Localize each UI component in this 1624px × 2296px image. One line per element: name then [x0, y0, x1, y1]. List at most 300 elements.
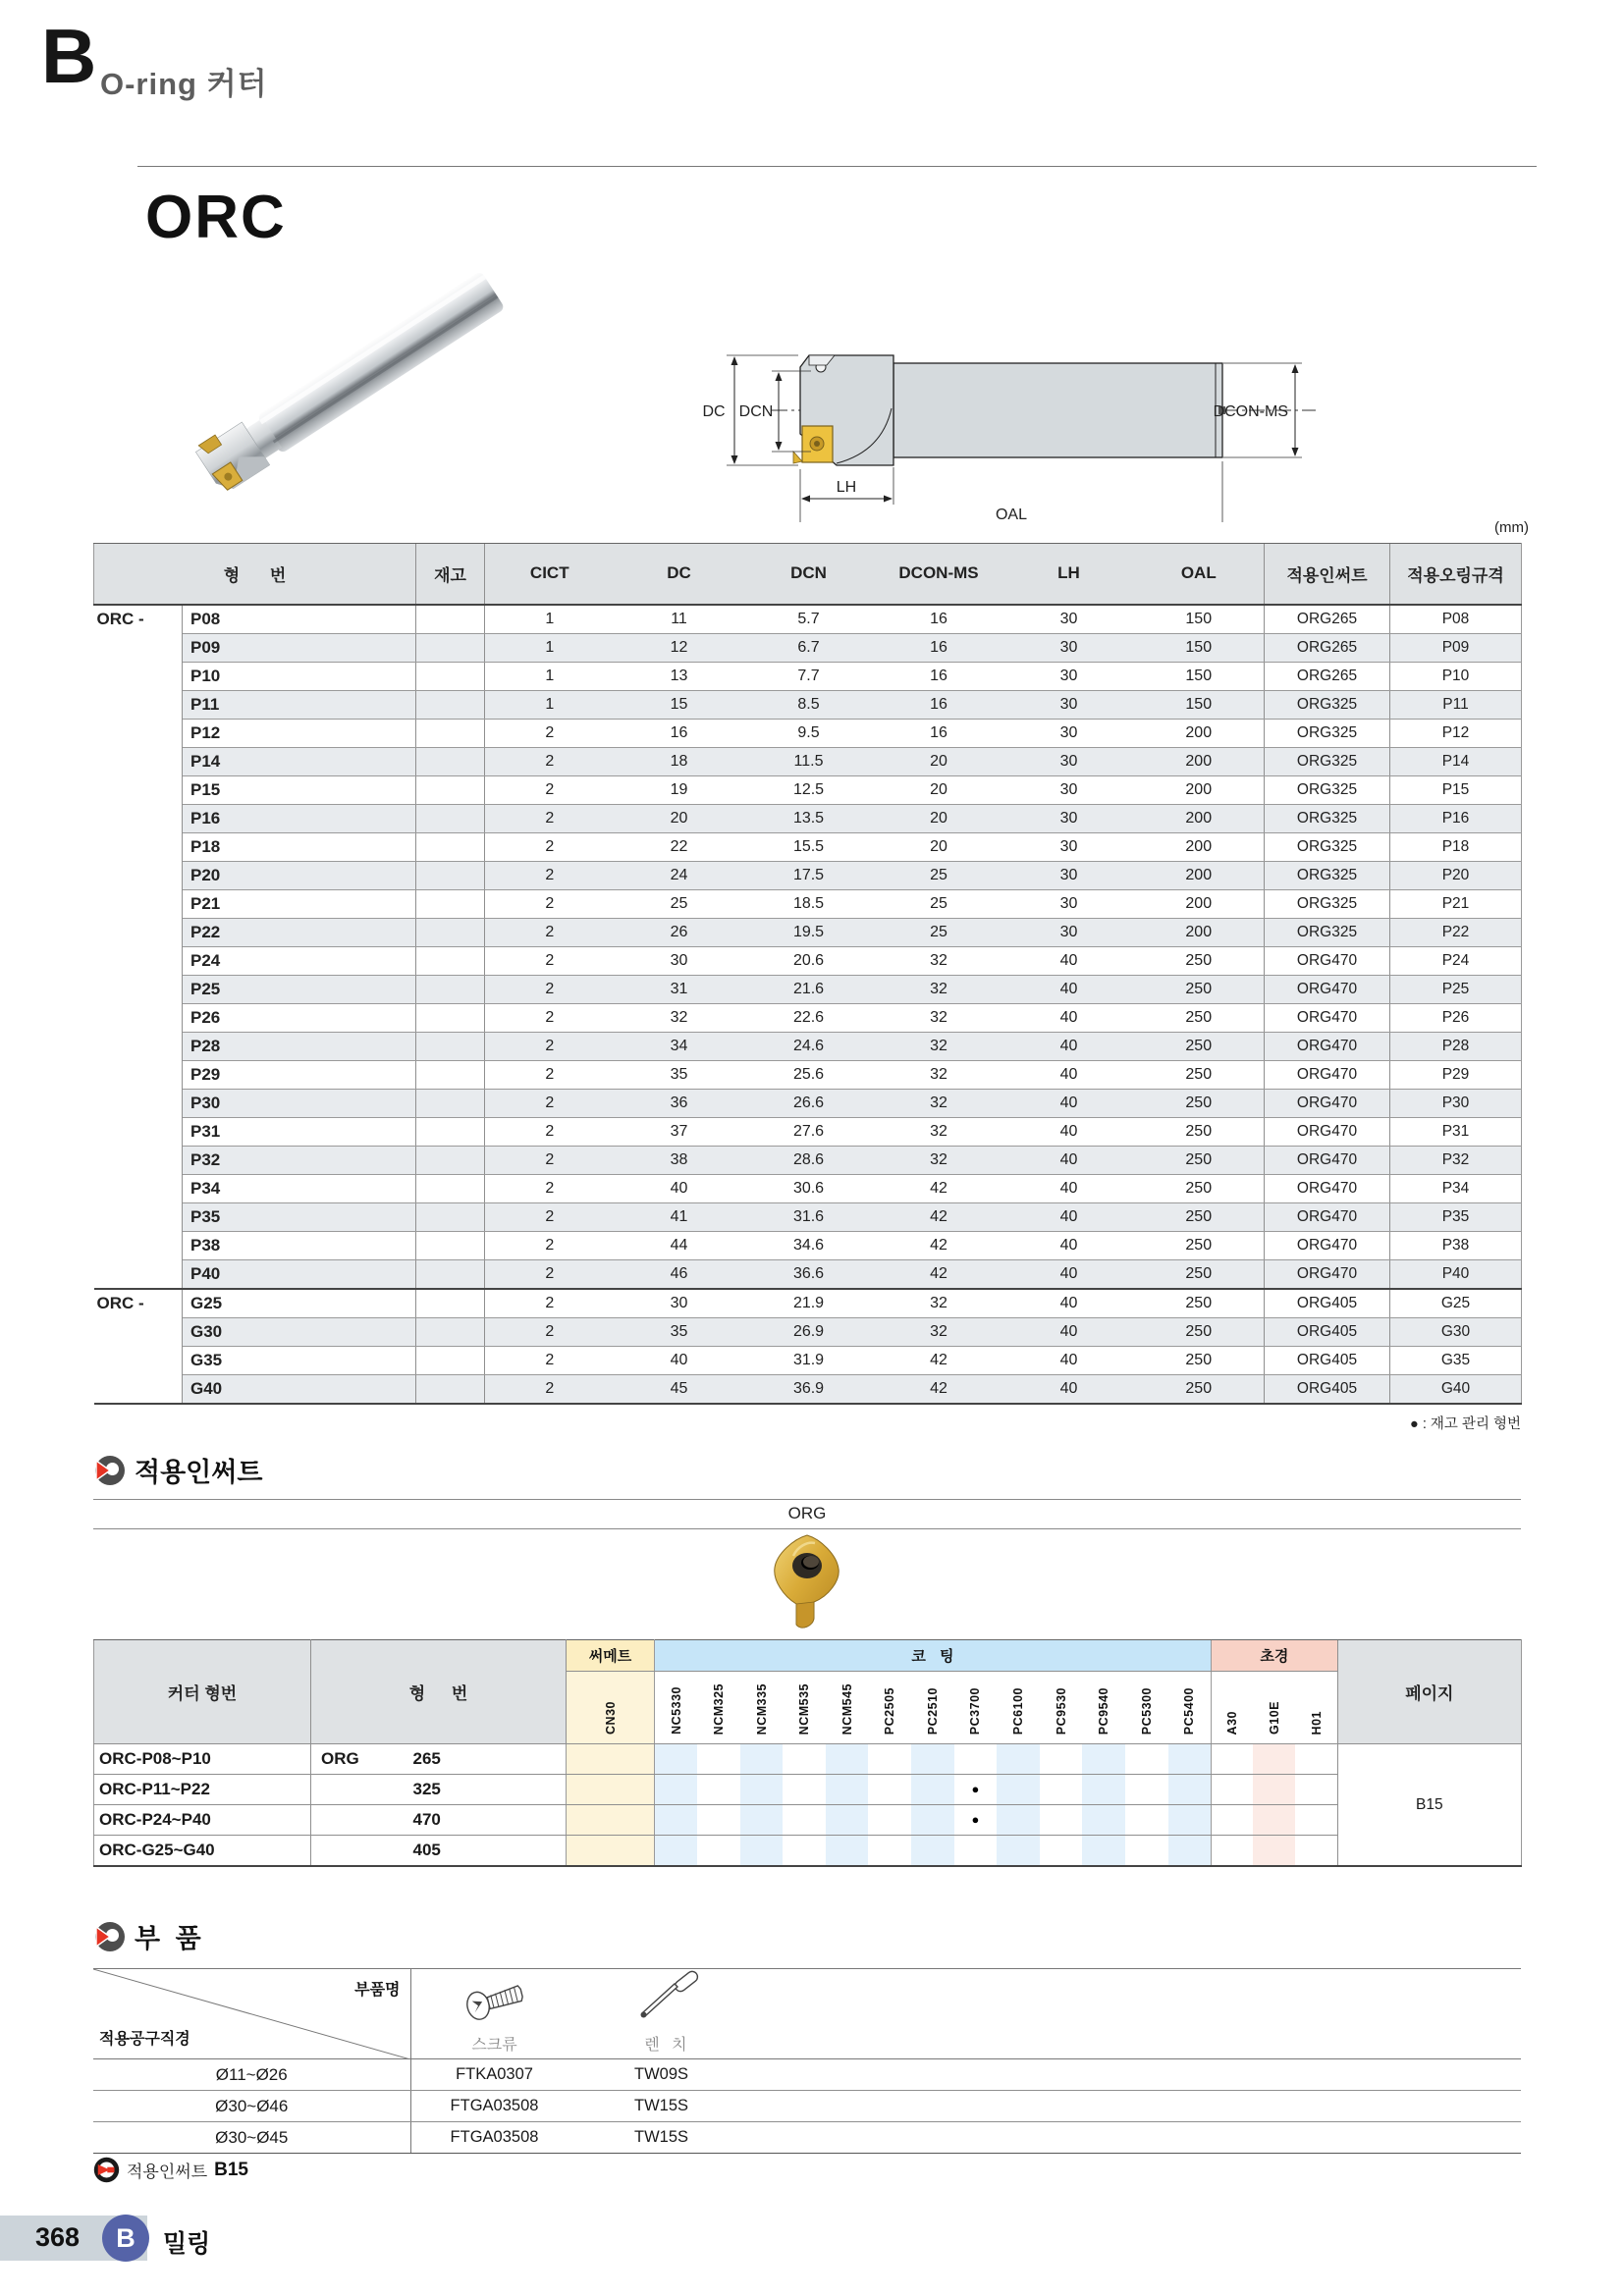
lh-value: 40: [1004, 1202, 1134, 1231]
spec-row: [94, 1374, 1522, 1404]
cict-value: 2: [485, 946, 615, 975]
grade-cell: [1125, 1836, 1168, 1867]
oal-value: 250: [1134, 1060, 1265, 1089]
stock-cell: [416, 1003, 485, 1032]
lh-value: 40: [1004, 1174, 1134, 1202]
oring-size: P38: [1390, 1231, 1522, 1259]
stock-cell: [416, 1174, 485, 1202]
oring-size: P09: [1390, 633, 1522, 662]
dcn-value: 28.6: [744, 1146, 874, 1174]
grade-cell: [567, 1775, 655, 1805]
oring-size: P28: [1390, 1032, 1522, 1060]
grade-cell: [1040, 1744, 1083, 1775]
grade-cell: [1253, 1836, 1295, 1867]
dcn-value: 9.5: [744, 719, 874, 747]
row-prefix: ORC -: [94, 605, 183, 634]
grade-col-header-pc5400: [1168, 1672, 1212, 1744]
grade-cell: [1211, 1775, 1253, 1805]
dcon-ms-value: 20: [874, 804, 1004, 832]
cict-value: 2: [485, 918, 615, 946]
stock-cell: [416, 605, 485, 634]
insert-ref: ORG470: [1265, 1060, 1390, 1089]
cict-value: 2: [485, 889, 615, 918]
oring-size: P08: [1390, 605, 1522, 634]
model-number: G25: [183, 1289, 416, 1318]
cict-value: 2: [485, 1032, 615, 1060]
col-header-page: 페이지: [1337, 1640, 1521, 1744]
row-prefix: [94, 747, 183, 775]
col-header-insert: 적용인써트: [1265, 544, 1390, 605]
insert-ref: ORG265: [1265, 633, 1390, 662]
insert-ref: ORG470: [1265, 1174, 1390, 1202]
dcn-value: 15.5: [744, 832, 874, 861]
row-prefix: [94, 690, 183, 719]
cict-value: 2: [485, 775, 615, 804]
spec-row: [94, 1346, 1522, 1374]
stock-cell: [416, 719, 485, 747]
lh-value: 40: [1004, 1060, 1134, 1089]
dcn-value: 12.5: [744, 775, 874, 804]
stock-cell: [416, 1089, 485, 1117]
dcon-ms-value: 16: [874, 690, 1004, 719]
dcon-ms-label: DCON-MS: [1213, 403, 1288, 420]
grade-label: H01: [1309, 1710, 1324, 1735]
grade-cell: [697, 1836, 740, 1867]
insert-model-number: 470: [406, 1805, 567, 1836]
spec-row: [94, 775, 1522, 804]
lh-value: 40: [1004, 1346, 1134, 1374]
row-prefix: [94, 1174, 183, 1202]
grade-cell: [740, 1805, 784, 1836]
grade-cell: [911, 1805, 954, 1836]
model-number: P08: [183, 605, 416, 634]
oal-value: 150: [1134, 633, 1265, 662]
cict-value: 2: [485, 975, 615, 1003]
stock-cell: [416, 889, 485, 918]
dcon-ms-value: 32: [874, 946, 1004, 975]
spec-row: [94, 946, 1522, 975]
oring-size: P11: [1390, 690, 1522, 719]
oal-value: 250: [1134, 1089, 1265, 1117]
tool-diameter-range: Ø30~Ø45: [93, 2122, 410, 2154]
oal-label: OAL: [995, 507, 1028, 522]
cict-value: 2: [485, 1003, 615, 1032]
grade-col-header-cn30: [567, 1672, 655, 1744]
model-number: P32: [183, 1146, 416, 1174]
grade-label: PC3700: [968, 1686, 983, 1735]
dcn-value: 21.6: [744, 975, 874, 1003]
grade-cell: [1040, 1836, 1083, 1867]
model-number: P28: [183, 1032, 416, 1060]
oring-size: G25: [1390, 1289, 1522, 1318]
lh-value: 40: [1004, 1289, 1134, 1318]
dcn-label: DCN: [738, 403, 774, 420]
lh-value: 40: [1004, 975, 1134, 1003]
wrench-part-number: TW09S: [633, 2065, 688, 2083]
model-number: P35: [183, 1202, 416, 1231]
wrench-column-header: [582, 1970, 749, 2055]
dcon-ms-value: 42: [874, 1259, 1004, 1289]
grade-cell: [740, 1775, 784, 1805]
dcn-value: 25.6: [744, 1060, 874, 1089]
insert-ref: ORG405: [1265, 1374, 1390, 1404]
stock-cell: [416, 747, 485, 775]
lh-value: 40: [1004, 1003, 1134, 1032]
grade-label: PC5300: [1139, 1686, 1154, 1735]
lh-value: 30: [1004, 605, 1134, 634]
oal-value: 200: [1134, 719, 1265, 747]
insert-ref: ORG470: [1265, 946, 1390, 975]
shank-outline: [893, 363, 1222, 457]
model-number: P11: [183, 690, 416, 719]
lh-value: 30: [1004, 690, 1134, 719]
grade-cell: [868, 1836, 911, 1867]
dc-value: 30: [615, 946, 744, 975]
oring-size: P20: [1390, 861, 1522, 889]
parts-row: [93, 2059, 1521, 2091]
cutter-model: ORC-P08~P10: [94, 1744, 311, 1775]
grade-label: A30: [1225, 1710, 1240, 1735]
spec-row: [94, 1259, 1522, 1289]
oring-size: P24: [1390, 946, 1522, 975]
grade-col-header-nc5330: [655, 1672, 698, 1744]
grade-col-header-g10e: [1253, 1672, 1295, 1744]
col-header-oal: OAL: [1134, 544, 1265, 605]
dcn-value: 26.9: [744, 1317, 874, 1346]
insert-model-number: 265: [406, 1744, 567, 1775]
cict-value: 2: [485, 719, 615, 747]
stock-cell: [416, 918, 485, 946]
oring-size: P15: [1390, 775, 1522, 804]
grade-cell: [567, 1744, 655, 1775]
dc-value: 35: [615, 1317, 744, 1346]
oal-value: 250: [1134, 1117, 1265, 1146]
lh-value: 30: [1004, 747, 1134, 775]
oal-value: 250: [1134, 1231, 1265, 1259]
model-number: P24: [183, 946, 416, 975]
grade-cell: [567, 1836, 655, 1867]
dc-value: 20: [615, 804, 744, 832]
insert-ref: ORG470: [1265, 1202, 1390, 1231]
insert-section-title: 적용인써트: [135, 1458, 263, 1487]
dcon-ms-value: 32: [874, 1060, 1004, 1089]
cict-value: 2: [485, 1117, 615, 1146]
col-header-dc: DC: [615, 544, 744, 605]
grade-cell: [697, 1805, 740, 1836]
grade-cell: [1125, 1775, 1168, 1805]
dimension-diagram: [687, 306, 1324, 527]
cutter-model: ORC-P24~P40: [94, 1805, 311, 1836]
footer-section-badge: B: [102, 2215, 149, 2262]
dcon-ms-value: 16: [874, 633, 1004, 662]
grade-cell: ●: [954, 1775, 998, 1805]
grade-cell: [954, 1836, 998, 1867]
grade-cell: [997, 1805, 1040, 1836]
footnote-bullet-icon: [93, 2157, 120, 2183]
dcon-ms-value: 42: [874, 1346, 1004, 1374]
spec-table: [93, 543, 1522, 1405]
grade-cell: [1082, 1836, 1125, 1867]
model-number: P34: [183, 1174, 416, 1202]
grade-cell: [567, 1805, 655, 1836]
grade-cell: [783, 1775, 826, 1805]
dcn-value: 24.6: [744, 1032, 874, 1060]
grade-cell: [1040, 1775, 1083, 1805]
grade-cell: [1211, 1744, 1253, 1775]
corner-label-tool-diameter: 적용공구직경: [99, 2031, 190, 2048]
grade-cell: [1125, 1805, 1168, 1836]
insert-ref: ORG325: [1265, 889, 1390, 918]
stock-cell: [416, 946, 485, 975]
insert-ref: ORG325: [1265, 918, 1390, 946]
oring-size: P29: [1390, 1060, 1522, 1089]
stock-cell: [416, 861, 485, 889]
row-prefix: [94, 804, 183, 832]
row-prefix: [94, 633, 183, 662]
grade-cell: [655, 1836, 698, 1867]
grade-col-header-ncm545: [826, 1672, 869, 1744]
grade-col-header-ncm535: [783, 1672, 826, 1744]
org-rule-top: [93, 1499, 1521, 1500]
row-prefix: [94, 1060, 183, 1089]
dcn-value: 21.9: [744, 1289, 874, 1318]
lh-value: 30: [1004, 662, 1134, 690]
oal-value: 200: [1134, 775, 1265, 804]
insert-row: [94, 1805, 1522, 1836]
grade-cell: [1082, 1744, 1125, 1775]
dc-value: 34: [615, 1032, 744, 1060]
oal-value: 200: [1134, 832, 1265, 861]
dcn-value: 18.5: [744, 889, 874, 918]
stock-cell: [416, 633, 485, 662]
dcon-ms-value: 16: [874, 662, 1004, 690]
stock-cell: [416, 832, 485, 861]
model-number: P38: [183, 1231, 416, 1259]
dc-value: 16: [615, 719, 744, 747]
dcn-value: 20.6: [744, 946, 874, 975]
insert-page-footnote: [93, 2157, 248, 2183]
footnote-label: 적용인써트: [127, 2163, 208, 2181]
stock-cell: [416, 1289, 485, 1318]
dc-value: 32: [615, 1003, 744, 1032]
lh-value: 30: [1004, 918, 1134, 946]
insert-ref: ORG325: [1265, 804, 1390, 832]
stock-cell: [416, 1146, 485, 1174]
grade-cell: [997, 1836, 1040, 1867]
page-ref: B15: [1337, 1744, 1521, 1867]
dcon-ms-value: 32: [874, 975, 1004, 1003]
insert-grade-table: [93, 1639, 1522, 1867]
grade-label: NC5330: [669, 1686, 683, 1735]
dcn-value: 8.5: [744, 690, 874, 719]
oal-value: 200: [1134, 747, 1265, 775]
model-number: P14: [183, 747, 416, 775]
oring-size: P34: [1390, 1174, 1522, 1202]
lh-value: 40: [1004, 1146, 1134, 1174]
model-number: P22: [183, 918, 416, 946]
oring-size: P25: [1390, 975, 1522, 1003]
lh-value: 40: [1004, 1231, 1134, 1259]
screw-part-number: FTKA0307: [456, 2065, 533, 2083]
dcon-ms-value: 32: [874, 1146, 1004, 1174]
insert-series-label: ORG: [787, 1504, 827, 1522]
grade-cell: [954, 1744, 998, 1775]
spec-row: [94, 1317, 1522, 1346]
oal-value: 250: [1134, 1317, 1265, 1346]
oal-value: 250: [1134, 1374, 1265, 1404]
dc-value: 35: [615, 1060, 744, 1089]
oring-size: P12: [1390, 719, 1522, 747]
insert-row: [94, 1744, 1522, 1775]
dcon-ms-value: 32: [874, 1117, 1004, 1146]
dc-value: 37: [615, 1117, 744, 1146]
dc-value: 12: [615, 633, 744, 662]
dcn-value: 31.9: [744, 1346, 874, 1374]
model-number: G30: [183, 1317, 416, 1346]
dc-value: 18: [615, 747, 744, 775]
spec-row: [94, 889, 1522, 918]
col-header-lh: LH: [1004, 544, 1134, 605]
wrench-part-number: TW15S: [633, 2097, 688, 2114]
stock-cell: [416, 1346, 485, 1374]
parts-row: [93, 2122, 1521, 2154]
spec-row: [94, 1289, 1522, 1318]
oring-size: P21: [1390, 889, 1522, 918]
oal-value: 250: [1134, 1146, 1265, 1174]
dcn-value: 36.6: [744, 1259, 874, 1289]
grade-cell: [1168, 1836, 1212, 1867]
dcon-ms-value: 16: [874, 605, 1004, 634]
row-prefix: [94, 832, 183, 861]
cict-value: 2: [485, 1374, 615, 1404]
dc-value: 38: [615, 1146, 744, 1174]
insert-photo: [760, 1531, 854, 1640]
spec-row: [94, 1117, 1522, 1146]
spec-row: [94, 1089, 1522, 1117]
grade-cell: [911, 1744, 954, 1775]
grade-label: PC5400: [1182, 1686, 1197, 1735]
oal-value: 250: [1134, 946, 1265, 975]
cict-value: 2: [485, 861, 615, 889]
insert-ref: ORG325: [1265, 775, 1390, 804]
grade-label: PC2505: [883, 1686, 897, 1735]
cict-value: 2: [485, 1289, 615, 1318]
dcn-value: 26.6: [744, 1089, 874, 1117]
insert-ref: ORG325: [1265, 832, 1390, 861]
dcon-ms-value: 20: [874, 832, 1004, 861]
spec-row: [94, 832, 1522, 861]
row-prefix: [94, 975, 183, 1003]
grade-label: NCM535: [797, 1682, 812, 1735]
footer-page-number: 368: [35, 2222, 81, 2252]
dcon-ms-value: 25: [874, 918, 1004, 946]
tool-diameter-range: Ø30~Ø46: [93, 2091, 410, 2122]
group-header-cermet: 써메트: [567, 1640, 655, 1672]
cict-value: 1: [485, 633, 615, 662]
dcn-value: 5.7: [744, 605, 874, 634]
dc-value: 30: [615, 1289, 744, 1318]
grade-cell: [1211, 1805, 1253, 1836]
lh-value: 30: [1004, 633, 1134, 662]
corner-label-part-name: 부품명: [354, 1982, 401, 1999]
dcn-value: 11.5: [744, 747, 874, 775]
grade-label: PC2510: [925, 1686, 940, 1735]
oring-size: P18: [1390, 832, 1522, 861]
row-prefix: [94, 1202, 183, 1231]
oring-size: P10: [1390, 662, 1522, 690]
cict-value: 2: [485, 1060, 615, 1089]
dc-value: 24: [615, 861, 744, 889]
group-header-coating: 코 팅: [655, 1640, 1212, 1672]
row-prefix: [94, 775, 183, 804]
stock-cell: [416, 1117, 485, 1146]
grade-label: G10E: [1267, 1701, 1281, 1735]
grade-cell: [1082, 1775, 1125, 1805]
grade-label: NCM335: [754, 1682, 769, 1735]
grade-cell: [997, 1775, 1040, 1805]
model-number: G35: [183, 1346, 416, 1374]
group-header-carbide: 초경: [1211, 1640, 1337, 1672]
grade-col-header-pc3700: [954, 1672, 998, 1744]
spec-row: [94, 1231, 1522, 1259]
grade-cell: [697, 1775, 740, 1805]
row-prefix: [94, 1346, 183, 1374]
page-title: O-ring 커터: [100, 67, 268, 101]
dc-value: 40: [615, 1174, 744, 1202]
col-header-dcn: DCN: [744, 544, 874, 605]
dcn-value: 31.6: [744, 1202, 874, 1231]
oal-value: 250: [1134, 1003, 1265, 1032]
cutter-model: ORC-G25~G40: [94, 1836, 311, 1867]
grade-cell: [697, 1744, 740, 1775]
dcn-value: 6.7: [744, 633, 874, 662]
grade-col-header-pc5300: [1125, 1672, 1168, 1744]
series-prefix: ORG: [311, 1744, 406, 1775]
insert-ref: ORG265: [1265, 605, 1390, 634]
stock-cell: [416, 1032, 485, 1060]
stock-note: ● : 재고 관리 형번: [1410, 1416, 1521, 1432]
lh-value: 40: [1004, 1259, 1134, 1289]
wrench-part-number: TW15S: [633, 2128, 688, 2146]
parts-header-row: [93, 1969, 1521, 2059]
row-prefix: [94, 1003, 183, 1032]
row-prefix: [94, 1089, 183, 1117]
grade-label: NCM325: [711, 1682, 726, 1735]
oring-size: G35: [1390, 1346, 1522, 1374]
dcon-ms-value: 42: [874, 1174, 1004, 1202]
dcn-value: 17.5: [744, 861, 874, 889]
cict-value: 2: [485, 1231, 615, 1259]
dc-value: 11: [615, 605, 744, 634]
row-prefix: [94, 1317, 183, 1346]
insert-ref: ORG470: [1265, 1231, 1390, 1259]
grade-cell: [1168, 1775, 1212, 1805]
tool-diameter-range: Ø11~Ø26: [93, 2059, 410, 2091]
oring-size: P22: [1390, 918, 1522, 946]
grade-col-header-h01: [1295, 1672, 1337, 1744]
grade-cell: ●: [954, 1805, 998, 1836]
insert-model-number: 325: [406, 1775, 567, 1805]
oring-size: P30: [1390, 1089, 1522, 1117]
dc-label: DC: [702, 403, 726, 420]
spec-row: [94, 690, 1522, 719]
cict-value: 1: [485, 662, 615, 690]
spec-row: [94, 804, 1522, 832]
lh-value: 30: [1004, 804, 1134, 832]
dc-value: 19: [615, 775, 744, 804]
stock-cell: [416, 1060, 485, 1089]
stock-cell: [416, 690, 485, 719]
